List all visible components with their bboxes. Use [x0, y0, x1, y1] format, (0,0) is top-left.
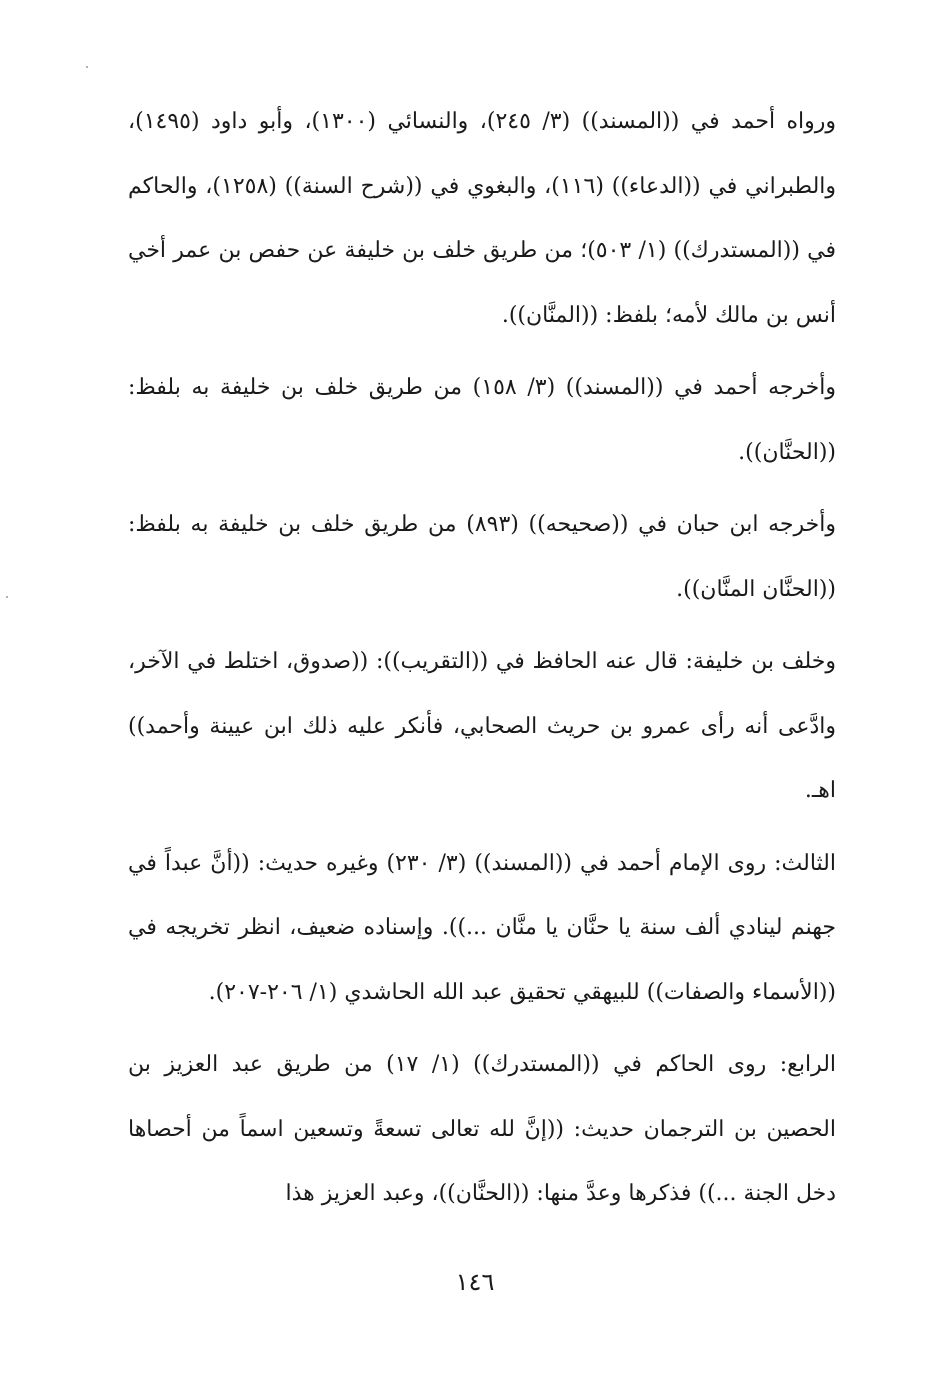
paragraph-1: ورواه أحمد في ((المسند)) (٣/ ٢٤٥)، والنسائي (١٣٠٠)، وأبو داود (١٤٩٥)، والطبراني في ((الدعاء)) (١١٦)، والبغوي في ((شرح السنة)) (١٢٥٨)، والحاكم في ((المستدرك)) (١/ ٥٠٣)؛ من طريق خلف بن خليفة عن حفص بن عمر أخي أنس بن مالك لأمه؛ بلفظ: ((المنَّان)).: [128, 109, 836, 328]
paragraph-2: وأخرجه أحمد في ((المسند)) (٣/ ١٥٨) من طريق خلف بن خليفة به بلفظ: ((الحنَّان)).: [128, 375, 836, 465]
paragraph-6: الرابع: روى الحاكم في ((المستدرك)) (١/ ١٧) من طريق عبد العزيز بن الحصين بن الترجمان حديث: ((إنَّ لله تعالى تسعةً وتسعين اسماً من أحصاها دخل الجنة ...)) فذكرها وعدَّ منها: ((الحنَّان))، وعبد العزيز هذا: [128, 1052, 836, 1206]
paragraph-5: الثالث: روى الإمام أحمد في ((المسند)) (٣/ ٢٣٠) وغيره حديث: ((أنَّ عبداً في جهنم لينادي ألف سنة يا حنَّان يا منَّان ...)). وإسناده ضعيف، انظر تخريجه في ((الأسماء والصفات)) للبيهقي تحقيق عبد الله الحاشدي (١/ ٢٠٦-٢٠٧).: [128, 850, 836, 1005]
paragraph-3: وأخرجه ابن حبان في ((صحيحه)) (٨٩٣) من طريق خلف بن خليفة به بلفظ: ((الحنَّان المنَّان)).: [128, 512, 836, 602]
page-body: [128, 90, 836, 1260]
margin-mark-top: [86, 66, 88, 68]
paragraph-4: وخلف بن خليفة: قال عنه الحافظ في ((التقريب)): ((صدوق، اختلط في الآخر، وادَّعى أنه رأى عمرو بن حريث الصحابي، فأنكر عليه ذلك ابن عيينة وأحمد)) اهـ.: [128, 649, 836, 803]
page-number: ١٤٦: [455, 1268, 495, 1296]
margin-mark-left: [6, 596, 8, 598]
